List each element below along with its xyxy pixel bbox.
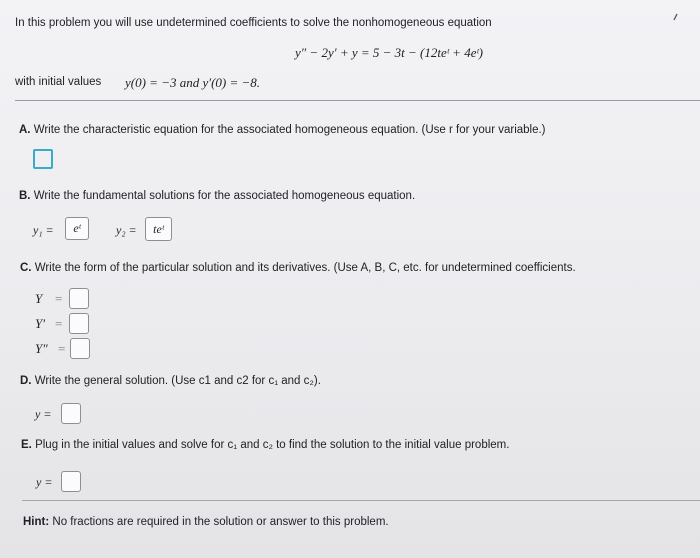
Y-equals: = <box>55 291 63 306</box>
part-d-question <box>20 374 321 388</box>
y2-answer[interactable]: teᵗ <box>145 217 172 241</box>
Yprime-label: Y′ <box>35 316 46 331</box>
Y-input[interactable] <box>69 288 89 309</box>
part-c-question <box>20 261 576 275</box>
part-d-letter: D. <box>20 375 32 387</box>
nonhomogeneous-equation: y″ − 2y′ + y = 5 − 3t − (12teᵗ + 4eᵗ) <box>295 45 483 60</box>
divider-top <box>15 100 700 101</box>
part-e-letter: E. <box>21 439 32 451</box>
part-c-letter: C. <box>20 262 32 274</box>
chevron-icon[interactable] <box>672 12 682 22</box>
part-b-text: Write the fundamental solutions for the associated homogeneous equation. <box>33 190 416 202</box>
part-a-question <box>19 123 546 137</box>
Ydoubleprime-label: Y″ <box>35 341 48 356</box>
initial-values-prefix: with initial values <box>15 76 102 88</box>
Yprime-input[interactable] <box>69 313 89 334</box>
part-c-text: Write the form of the particular solution and its derivatives. (Use A, B, C, etc. for undetermined coefficients. <box>34 262 576 274</box>
hint-label: Hint: <box>23 516 50 528</box>
y1-label: y₁ = <box>33 223 54 237</box>
Yprime-equals: = <box>55 316 63 331</box>
part-d-text: Write the general solution. (Use c1 and c2 for c₁ and c₂). <box>34 375 321 387</box>
hint <box>23 515 389 529</box>
Ydoubleprime-equals: = <box>58 341 66 356</box>
part-b-question <box>19 189 415 203</box>
characteristic-equation-input[interactable] <box>33 149 53 169</box>
ivp-solution-label: y = <box>36 475 53 489</box>
Ydoubleprime-input[interactable] <box>70 338 90 359</box>
part-e-question <box>21 438 509 452</box>
problem-intro: In this problem you will use undetermined coefficients to solve the nonhomogeneous equation <box>15 17 492 29</box>
part-a-letter: A. <box>19 124 31 136</box>
y1-answer[interactable]: eᵗ <box>65 217 89 240</box>
ivp-solution-input[interactable] <box>61 471 81 492</box>
y2-label: y₂ = <box>116 223 137 237</box>
part-b-letter: B. <box>19 190 31 202</box>
Y-label: Y <box>35 291 43 306</box>
hint-text: No fractions are required in the solution or answer to this problem. <box>49 516 389 528</box>
part-a-text: Write the characteristic equation for the associated homogeneous equation. (Use r for your variable.) <box>33 124 546 136</box>
part-e-text: Plug in the initial values and solve for c₁ and c₂ to find the solution to the initial value problem. <box>35 439 510 451</box>
general-solution-input[interactable] <box>61 403 81 424</box>
divider-bottom <box>22 500 700 501</box>
general-solution-label: y = <box>35 407 52 421</box>
initial-values: y(0) = −3 and y′(0) = −8. <box>125 75 261 90</box>
